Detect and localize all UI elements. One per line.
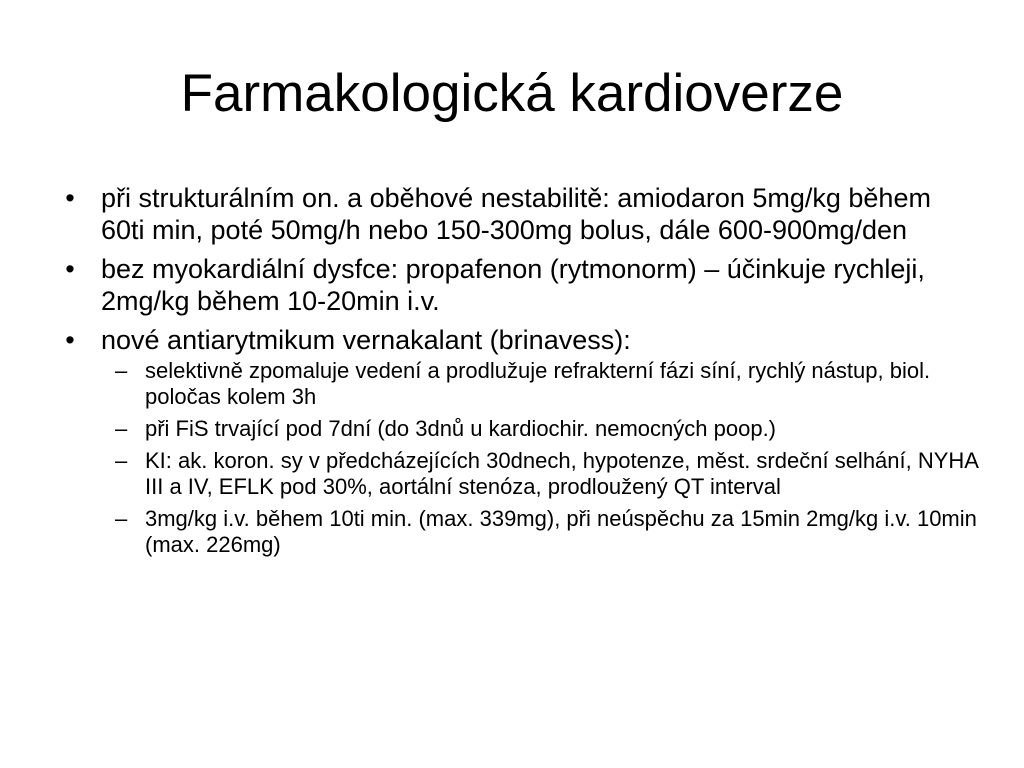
bullet-marker: • [65,325,75,355]
bullet-text: při strukturálním on. a oběhové nestabilitě: amiodaron 5mg/kg během 60ti min, poté 50mg/h nebo 150-300mg bolus, dále 600-900mg/den [101,183,931,245]
slide-title: Farmakologická kardioverze [180,64,844,123]
sub-bullet-text: při FiS trvající pod 7dní (do 3dnů u kardiochir. nemocných poop.) [145,416,777,441]
dash-marker: – [115,358,128,383]
dash-marker: – [115,506,128,531]
sub-bullet-item [101,506,980,558]
bullet-list [60,182,980,565]
bullet-text: bez myokardiální dysfce: propafenon (rytmonorm) – účinkuje rychleji, 2mg/kg během 10-20min i.v. [101,254,925,316]
sub-bullet-item [101,448,980,500]
bullet-text: nové antiarytmikum vernakalant (brinavess): [101,325,631,355]
dash-marker: – [115,416,128,441]
sub-bullet-item [101,358,980,410]
bullet-item-amiodarone [60,182,980,246]
sub-bullet-text: 3mg/kg i.v. během 10ti min. (max. 339mg), při neúspěchu za 15min 2mg/kg i.v. 10min (max. 226mg) [145,506,977,557]
bullet-marker: • [65,254,75,284]
sub-bullet-item [101,416,980,442]
sub-bullet-text: KI: ak. koron. sy v předcházejících 30dnech, hypotenze, měst. srdeční selhání, NYHA III a IV, EFLK pod 30%, aortální stenóza, prodloužený QT interval [145,448,978,499]
sub-bullet-list [101,358,980,558]
dash-marker: – [115,448,128,473]
sub-bullet-text: selektivně zpomaluje vedení a prodlužuje refrakterní fázi síní, rychlý nástup, biol. poločas kolem 3h [145,358,931,409]
bullet-marker: • [65,183,75,213]
bullet-item-propafenone [60,253,980,317]
bullet-item-vernakalant [60,324,980,558]
